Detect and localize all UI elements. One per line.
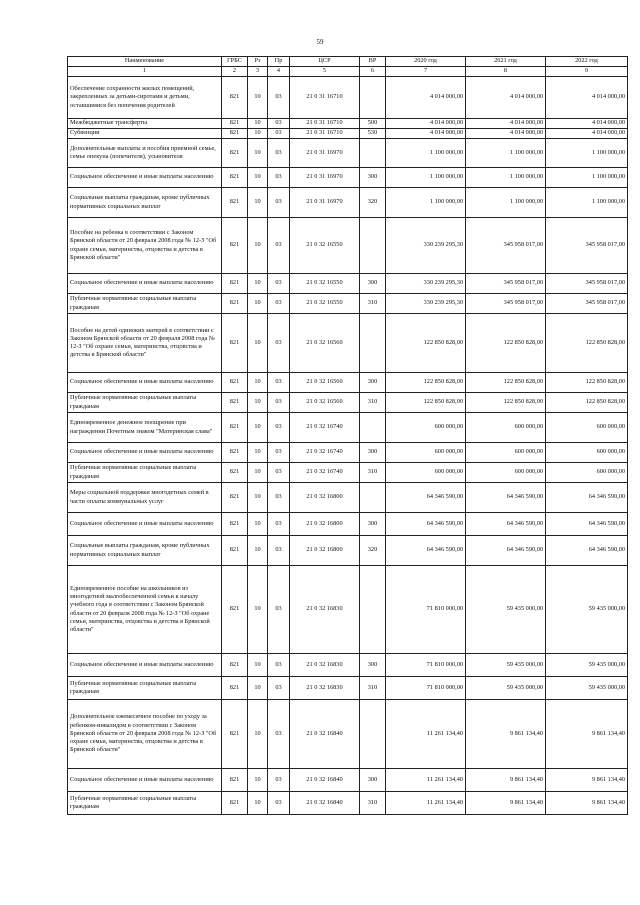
pr-cell: 03: [268, 168, 290, 188]
rz-cell: 10: [248, 792, 268, 815]
vr-cell: 310: [360, 677, 386, 700]
amount-2020-cell: 71 810 000,00: [386, 566, 466, 654]
table-row: [68, 119, 628, 129]
grbs-cell: 821: [222, 483, 248, 513]
grbs-cell: 821: [222, 413, 248, 443]
amount-2020-cell: 122 850 828,00: [386, 373, 466, 393]
pr-cell: 03: [268, 443, 290, 463]
item-name-cell: Социальные выплаты гражданам, кроме публичных нормативных социальных выплат: [68, 536, 222, 566]
vr-cell: [360, 139, 386, 168]
vr-cell: 300: [360, 274, 386, 294]
header-cell: Рз: [248, 57, 268, 67]
pr-cell: 03: [268, 792, 290, 815]
rz-cell: 10: [248, 129, 268, 139]
column-number-cell: 4: [268, 67, 290, 77]
table-row: [68, 168, 628, 188]
pr-cell: 03: [268, 566, 290, 654]
pr-cell: 03: [268, 483, 290, 513]
grbs-cell: 821: [222, 168, 248, 188]
vr-cell: 310: [360, 393, 386, 413]
vr-cell: 310: [360, 792, 386, 815]
table-row: [68, 77, 628, 119]
amount-2020-cell: 64 346 590,00: [386, 513, 466, 536]
amount-2022-cell: 600 000,00: [546, 463, 628, 483]
table-row: [68, 129, 628, 139]
grbs-cell: 821: [222, 373, 248, 393]
pr-cell: 03: [268, 218, 290, 274]
grbs-cell: 821: [222, 218, 248, 274]
rz-cell: 10: [248, 700, 268, 769]
vr-cell: 530: [360, 129, 386, 139]
amount-2022-cell: 122 850 828,00: [546, 373, 628, 393]
amount-2021-cell: 122 850 828,00: [466, 314, 546, 373]
header-cell: ЦСР: [290, 57, 360, 67]
vr-cell: 300: [360, 373, 386, 393]
amount-2020-cell: 71 810 000,00: [386, 677, 466, 700]
amount-2022-cell: 9 861 134,40: [546, 769, 628, 792]
grbs-cell: 821: [222, 536, 248, 566]
csr-cell: 21 0 31 16710: [290, 77, 360, 119]
csr-cell: 21 0 32 16830: [290, 654, 360, 677]
table-row: [68, 654, 628, 677]
vr-cell: 300: [360, 654, 386, 677]
csr-cell: 21 0 32 16560: [290, 373, 360, 393]
grbs-cell: 821: [222, 443, 248, 463]
header-cell: Наименование: [68, 57, 222, 67]
rz-cell: 10: [248, 393, 268, 413]
amount-2022-cell: 4 014 000,00: [546, 129, 628, 139]
item-name-cell: Публичные нормативные социальные выплаты гражданам: [68, 294, 222, 314]
vr-cell: [360, 413, 386, 443]
rz-cell: 10: [248, 769, 268, 792]
amount-2020-cell: 1 100 000,00: [386, 188, 466, 218]
item-name-cell: Пособие на детей одиноких матерей в соответствии с Законом Брянской области от 20 февраля 2008 года № 12-З "Об охране семьи, материнства, отцовства и детства в Брянской области": [68, 314, 222, 373]
item-name-cell: Социальное обеспечение и иные выплаты населению: [68, 769, 222, 792]
item-name-cell: Публичные нормативные социальные выплаты гражданам: [68, 393, 222, 413]
amount-2021-cell: 4 014 000,00: [466, 119, 546, 129]
amount-2021-cell: 345 958 017,00: [466, 274, 546, 294]
grbs-cell: 821: [222, 393, 248, 413]
rz-cell: 10: [248, 443, 268, 463]
page-number: 59: [316, 38, 324, 46]
pr-cell: 03: [268, 654, 290, 677]
grbs-cell: 821: [222, 294, 248, 314]
table-row: [68, 463, 628, 483]
grbs-cell: 821: [222, 129, 248, 139]
header-cell: Пр: [268, 57, 290, 67]
rz-cell: 10: [248, 413, 268, 443]
amount-2022-cell: 345 958 017,00: [546, 274, 628, 294]
amount-2022-cell: 9 861 134,40: [546, 792, 628, 815]
rz-cell: 10: [248, 463, 268, 483]
header-cell: ВР: [360, 57, 386, 67]
csr-cell: 21 0 31 16970: [290, 188, 360, 218]
csr-cell: 21 0 32 16550: [290, 274, 360, 294]
item-name-cell: Социальное обеспечение и иные выплаты населению: [68, 373, 222, 393]
table-row: [68, 700, 628, 769]
amount-2021-cell: 59 435 000,00: [466, 654, 546, 677]
csr-cell: 21 0 31 16710: [290, 119, 360, 129]
amount-2022-cell: 345 958 017,00: [546, 218, 628, 274]
pr-cell: 03: [268, 314, 290, 373]
csr-cell: 21 0 32 16840: [290, 769, 360, 792]
rz-cell: 10: [248, 654, 268, 677]
pr-cell: 03: [268, 536, 290, 566]
csr-cell: 21 0 32 16800: [290, 513, 360, 536]
amount-2020-cell: 600 000,00: [386, 413, 466, 443]
rz-cell: 10: [248, 513, 268, 536]
amount-2022-cell: 64 346 590,00: [546, 483, 628, 513]
rz-cell: 10: [248, 188, 268, 218]
pr-cell: 03: [268, 373, 290, 393]
amount-2020-cell: 1 100 000,00: [386, 139, 466, 168]
pr-cell: 03: [268, 119, 290, 129]
item-name-cell: Социальное обеспечение и иные выплаты населению: [68, 168, 222, 188]
amount-2022-cell: 122 850 828,00: [546, 393, 628, 413]
table-row: [68, 566, 628, 654]
csr-cell: 21 0 32 16550: [290, 218, 360, 274]
pr-cell: 03: [268, 463, 290, 483]
table-row: [68, 769, 628, 792]
amount-2022-cell: 59 435 000,00: [546, 654, 628, 677]
header-row: [68, 57, 628, 67]
table-row: [68, 513, 628, 536]
grbs-cell: 821: [222, 139, 248, 168]
column-number-cell: 7: [386, 67, 466, 77]
grbs-cell: 821: [222, 769, 248, 792]
vr-cell: [360, 700, 386, 769]
column-number-cell: 3: [248, 67, 268, 77]
amount-2021-cell: 4 014 000,00: [466, 129, 546, 139]
vr-cell: [360, 218, 386, 274]
rz-cell: 10: [248, 314, 268, 373]
header-cell: 2021 год: [466, 57, 546, 67]
amount-2021-cell: 122 850 828,00: [466, 373, 546, 393]
csr-cell: 21 0 32 16840: [290, 792, 360, 815]
grbs-cell: 821: [222, 700, 248, 769]
rz-cell: 10: [248, 677, 268, 700]
pr-cell: 03: [268, 769, 290, 792]
vr-cell: 320: [360, 536, 386, 566]
amount-2022-cell: 122 850 828,00: [546, 314, 628, 373]
item-name-cell: Социальное обеспечение и иные выплаты населению: [68, 274, 222, 294]
csr-cell: 21 0 31 16710: [290, 129, 360, 139]
amount-2021-cell: 1 100 000,00: [466, 139, 546, 168]
column-number-cell: 6: [360, 67, 386, 77]
vr-cell: [360, 77, 386, 119]
amount-2022-cell: 1 100 000,00: [546, 168, 628, 188]
item-name-cell: Социальное обеспечение и иные выплаты населению: [68, 513, 222, 536]
amount-2021-cell: 1 100 000,00: [466, 168, 546, 188]
grbs-cell: 821: [222, 274, 248, 294]
amount-2020-cell: 11 261 134,40: [386, 700, 466, 769]
pr-cell: 03: [268, 513, 290, 536]
vr-cell: 310: [360, 463, 386, 483]
rz-cell: 10: [248, 294, 268, 314]
csr-cell: 21 0 32 16840: [290, 700, 360, 769]
amount-2021-cell: 600 000,00: [466, 413, 546, 443]
amount-2022-cell: 600 000,00: [546, 413, 628, 443]
column-number-cell: 2: [222, 67, 248, 77]
table-row: [68, 373, 628, 393]
csr-cell: 21 0 32 16830: [290, 677, 360, 700]
amount-2022-cell: 1 100 000,00: [546, 188, 628, 218]
amount-2022-cell: 64 346 590,00: [546, 513, 628, 536]
vr-cell: [360, 314, 386, 373]
table-row: [68, 483, 628, 513]
pr-cell: 03: [268, 77, 290, 119]
table-row: [68, 393, 628, 413]
amount-2020-cell: 4 014 000,00: [386, 119, 466, 129]
rz-cell: 10: [248, 536, 268, 566]
amount-2021-cell: 1 100 000,00: [466, 188, 546, 218]
amount-2021-cell: 9 861 134,40: [466, 769, 546, 792]
vr-cell: 300: [360, 443, 386, 463]
item-name-cell: Социальное обеспечение и иные выплаты населению: [68, 654, 222, 677]
csr-cell: 21 0 32 16740: [290, 463, 360, 483]
grbs-cell: 821: [222, 77, 248, 119]
amount-2020-cell: 4 014 000,00: [386, 77, 466, 119]
amount-2020-cell: 4 014 000,00: [386, 129, 466, 139]
item-name-cell: Единовременное денежное поощрение при награждении Почетным знаком "Материнская слава": [68, 413, 222, 443]
grbs-cell: 821: [222, 188, 248, 218]
csr-cell: 21 0 32 16560: [290, 393, 360, 413]
amount-2021-cell: 345 958 017,00: [466, 294, 546, 314]
rz-cell: 10: [248, 274, 268, 294]
item-name-cell: Субвенции: [68, 129, 222, 139]
column-number-row: [68, 67, 628, 77]
amount-2022-cell: 4 014 000,00: [546, 119, 628, 129]
rz-cell: 10: [248, 77, 268, 119]
pr-cell: 03: [268, 700, 290, 769]
amount-2022-cell: 59 435 000,00: [546, 566, 628, 654]
item-name-cell: Пособие на ребенка в соответствии с Законом Брянской области от 20 февраля 2008 года № 12-З "Об охране семьи, материнства, отцовства и детства в Брянской области": [68, 218, 222, 274]
amount-2022-cell: 64 346 590,00: [546, 536, 628, 566]
vr-cell: 300: [360, 168, 386, 188]
amount-2020-cell: 64 346 590,00: [386, 536, 466, 566]
csr-cell: 21 0 31 16970: [290, 139, 360, 168]
vr-cell: 300: [360, 769, 386, 792]
pr-cell: 03: [268, 413, 290, 443]
item-name-cell: Дополнительное ежемесячное пособие по уходу за ребенком-инвалидом в соответствии с Законом Брянской области от 20 февраля 2008 года № 12-З "Об охране семьи, материнства, отцовства и детства в Брянской области": [68, 700, 222, 769]
item-name-cell: Обеспечение сохранности жилых помещений, закрепленных за детьми-сиротами и детьми, оставшимися без попечения родителей: [68, 77, 222, 119]
amount-2021-cell: 64 346 590,00: [466, 483, 546, 513]
rz-cell: 10: [248, 119, 268, 129]
csr-cell: 21 0 32 16830: [290, 566, 360, 654]
pr-cell: 03: [268, 139, 290, 168]
header-cell: ГРБС: [222, 57, 248, 67]
table-row: [68, 218, 628, 274]
pr-cell: 03: [268, 393, 290, 413]
amount-2021-cell: 9 861 134,40: [466, 792, 546, 815]
vr-cell: 320: [360, 188, 386, 218]
csr-cell: 21 0 32 16800: [290, 483, 360, 513]
table-row: [68, 188, 628, 218]
csr-cell: 21 0 32 16740: [290, 443, 360, 463]
amount-2020-cell: 330 239 295,30: [386, 274, 466, 294]
table-row: [68, 139, 628, 168]
amount-2022-cell: 600 000,00: [546, 443, 628, 463]
amount-2022-cell: 59 435 000,00: [546, 677, 628, 700]
amount-2021-cell: 122 850 828,00: [466, 393, 546, 413]
table-row: [68, 294, 628, 314]
table-row: [68, 443, 628, 463]
table-row: [68, 677, 628, 700]
vr-cell: 500: [360, 119, 386, 129]
csr-cell: 21 0 31 16970: [290, 168, 360, 188]
grbs-cell: 821: [222, 463, 248, 483]
amount-2021-cell: 4 014 000,00: [466, 77, 546, 119]
rz-cell: 10: [248, 373, 268, 393]
vr-cell: 310: [360, 294, 386, 314]
rz-cell: 10: [248, 566, 268, 654]
pr-cell: 03: [268, 274, 290, 294]
rz-cell: 10: [248, 139, 268, 168]
header-cell: 2022 год: [546, 57, 628, 67]
pr-cell: 03: [268, 188, 290, 218]
header-cell: 2020 год: [386, 57, 466, 67]
amount-2020-cell: 122 850 828,00: [386, 393, 466, 413]
grbs-cell: 821: [222, 314, 248, 373]
grbs-cell: 821: [222, 792, 248, 815]
amount-2020-cell: 330 239 295,30: [386, 294, 466, 314]
item-name-cell: Меры социальной поддержки многодетных семей в части оплаты коммунальных услуг: [68, 483, 222, 513]
amount-2020-cell: 600 000,00: [386, 463, 466, 483]
table-row: [68, 413, 628, 443]
table-row: [68, 274, 628, 294]
rz-cell: 10: [248, 218, 268, 274]
item-name-cell: Дополнительные выплаты и пособия приемной семье, семье опекуна (попечителя), усыновителя: [68, 139, 222, 168]
pr-cell: 03: [268, 129, 290, 139]
column-number-cell: 8: [466, 67, 546, 77]
grbs-cell: 821: [222, 119, 248, 129]
rz-cell: 10: [248, 483, 268, 513]
item-name-cell: Публичные нормативные социальные выплаты гражданам: [68, 463, 222, 483]
amount-2021-cell: 600 000,00: [466, 463, 546, 483]
column-number-cell: 1: [68, 67, 222, 77]
amount-2022-cell: 345 958 017,00: [546, 294, 628, 314]
csr-cell: 21 0 32 16550: [290, 294, 360, 314]
pr-cell: 03: [268, 294, 290, 314]
amount-2021-cell: 59 435 000,00: [466, 677, 546, 700]
csr-cell: 21 0 32 16800: [290, 536, 360, 566]
amount-2022-cell: 9 861 134,40: [546, 700, 628, 769]
grbs-cell: 821: [222, 566, 248, 654]
amount-2021-cell: 600 000,00: [466, 443, 546, 463]
table-row: [68, 536, 628, 566]
item-name-cell: Социальные выплаты гражданам, кроме публичных нормативных социальных выплат: [68, 188, 222, 218]
csr-cell: 21 0 32 16560: [290, 314, 360, 373]
amount-2021-cell: 64 346 590,00: [466, 513, 546, 536]
grbs-cell: 821: [222, 654, 248, 677]
item-name-cell: Единовременное пособие на школьников из многодетной малообеспеченной семьи к началу учебного года в соответствии с Законом Брянской области от 20 февраля 2008 года № 12-З "Об охране семьи, материнства, отцовства и детства в Брянской области": [68, 566, 222, 654]
vr-cell: 300: [360, 513, 386, 536]
item-name-cell: Публичные нормативные социальные выплаты гражданам: [68, 792, 222, 815]
grbs-cell: 821: [222, 677, 248, 700]
amount-2020-cell: 11 261 134,40: [386, 769, 466, 792]
item-name-cell: Публичные нормативные социальные выплаты гражданам: [68, 677, 222, 700]
amount-2021-cell: 59 435 000,00: [466, 566, 546, 654]
amount-2020-cell: 71 810 000,00: [386, 654, 466, 677]
amount-2021-cell: 64 346 590,00: [466, 536, 546, 566]
amount-2020-cell: 64 346 590,00: [386, 483, 466, 513]
table-row: [68, 792, 628, 815]
budget-table: [67, 56, 628, 815]
amount-2020-cell: 330 239 295,30: [386, 218, 466, 274]
item-name-cell: Межбюджетные трансферты: [68, 119, 222, 129]
rz-cell: 10: [248, 168, 268, 188]
amount-2020-cell: 1 100 000,00: [386, 168, 466, 188]
column-number-cell: 5: [290, 67, 360, 77]
table-row: [68, 314, 628, 373]
csr-cell: 21 0 32 16740: [290, 413, 360, 443]
amount-2020-cell: 122 850 828,00: [386, 314, 466, 373]
amount-2022-cell: 4 014 000,00: [546, 77, 628, 119]
amount-2020-cell: 600 000,00: [386, 443, 466, 463]
column-number-cell: 9: [546, 67, 628, 77]
item-name-cell: Социальное обеспечение и иные выплаты населению: [68, 443, 222, 463]
amount-2021-cell: 345 958 017,00: [466, 218, 546, 274]
grbs-cell: 821: [222, 513, 248, 536]
vr-cell: [360, 566, 386, 654]
amount-2020-cell: 11 261 134,40: [386, 792, 466, 815]
vr-cell: [360, 483, 386, 513]
amount-2022-cell: 1 100 000,00: [546, 139, 628, 168]
pr-cell: 03: [268, 677, 290, 700]
amount-2021-cell: 9 861 134,40: [466, 700, 546, 769]
